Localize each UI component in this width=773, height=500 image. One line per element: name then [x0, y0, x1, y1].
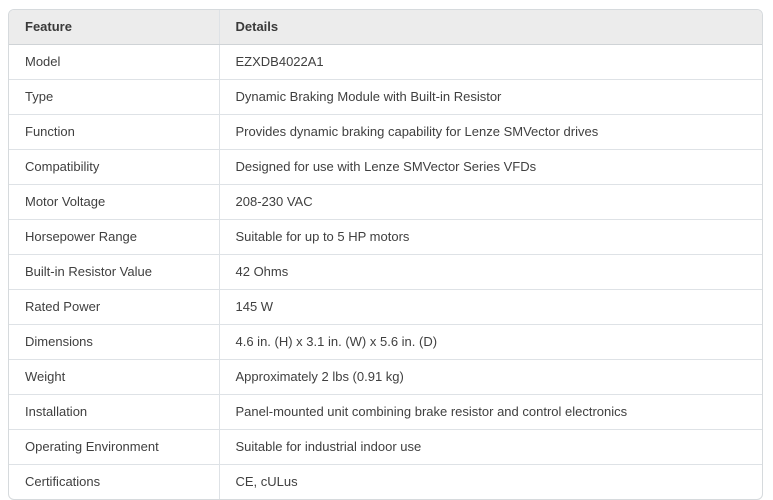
- details-cell: Approximately 2 lbs (0.91 kg): [219, 360, 762, 395]
- table-header: [9, 10, 762, 45]
- table-row: [9, 430, 762, 465]
- column-header-feature: Feature: [9, 10, 219, 45]
- details-cell: 42 Ohms: [219, 255, 762, 290]
- feature-cell: Weight: [9, 360, 219, 395]
- feature-cell: Type: [9, 80, 219, 115]
- feature-cell: Built-in Resistor Value: [9, 255, 219, 290]
- feature-cell: Motor Voltage: [9, 185, 219, 220]
- table-row: [9, 45, 762, 80]
- table-row: [9, 290, 762, 325]
- details-cell: Designed for use with Lenze SMVector Series VFDs: [219, 150, 762, 185]
- column-header-details: Details: [219, 10, 762, 45]
- details-cell: EZXDB4022A1: [219, 45, 762, 80]
- details-cell: Provides dynamic braking capability for Lenze SMVector drives: [219, 115, 762, 150]
- feature-cell: Operating Environment: [9, 430, 219, 465]
- table-row: [9, 185, 762, 220]
- feature-cell: Function: [9, 115, 219, 150]
- table-row: [9, 220, 762, 255]
- table-body: [9, 45, 762, 500]
- spec-table: [8, 9, 763, 500]
- details-cell: 145 W: [219, 290, 762, 325]
- details-cell: Dynamic Braking Module with Built-in Resistor: [219, 80, 762, 115]
- table-row: [9, 360, 762, 395]
- feature-cell: Rated Power: [9, 290, 219, 325]
- feature-cell: Installation: [9, 395, 219, 430]
- table-row: [9, 465, 762, 500]
- feature-details-table: [9, 10, 762, 499]
- feature-cell: Certifications: [9, 465, 219, 500]
- table-row: [9, 255, 762, 290]
- feature-cell: Dimensions: [9, 325, 219, 360]
- table-row: [9, 395, 762, 430]
- table-row: [9, 150, 762, 185]
- feature-cell: Compatibility: [9, 150, 219, 185]
- table-row: [9, 80, 762, 115]
- details-cell: Suitable for industrial indoor use: [219, 430, 762, 465]
- details-cell: CE, cULus: [219, 465, 762, 500]
- feature-cell: Horsepower Range: [9, 220, 219, 255]
- details-cell: Panel-mounted unit combining brake resistor and control electronics: [219, 395, 762, 430]
- details-cell: 4.6 in. (H) x 3.1 in. (W) x 5.6 in. (D): [219, 325, 762, 360]
- table-row: [9, 115, 762, 150]
- details-cell: Suitable for up to 5 HP motors: [219, 220, 762, 255]
- table-row: [9, 325, 762, 360]
- feature-cell: Model: [25, 54, 61, 69]
- header-row: [9, 10, 762, 45]
- details-cell: 208-230 VAC: [219, 185, 762, 220]
